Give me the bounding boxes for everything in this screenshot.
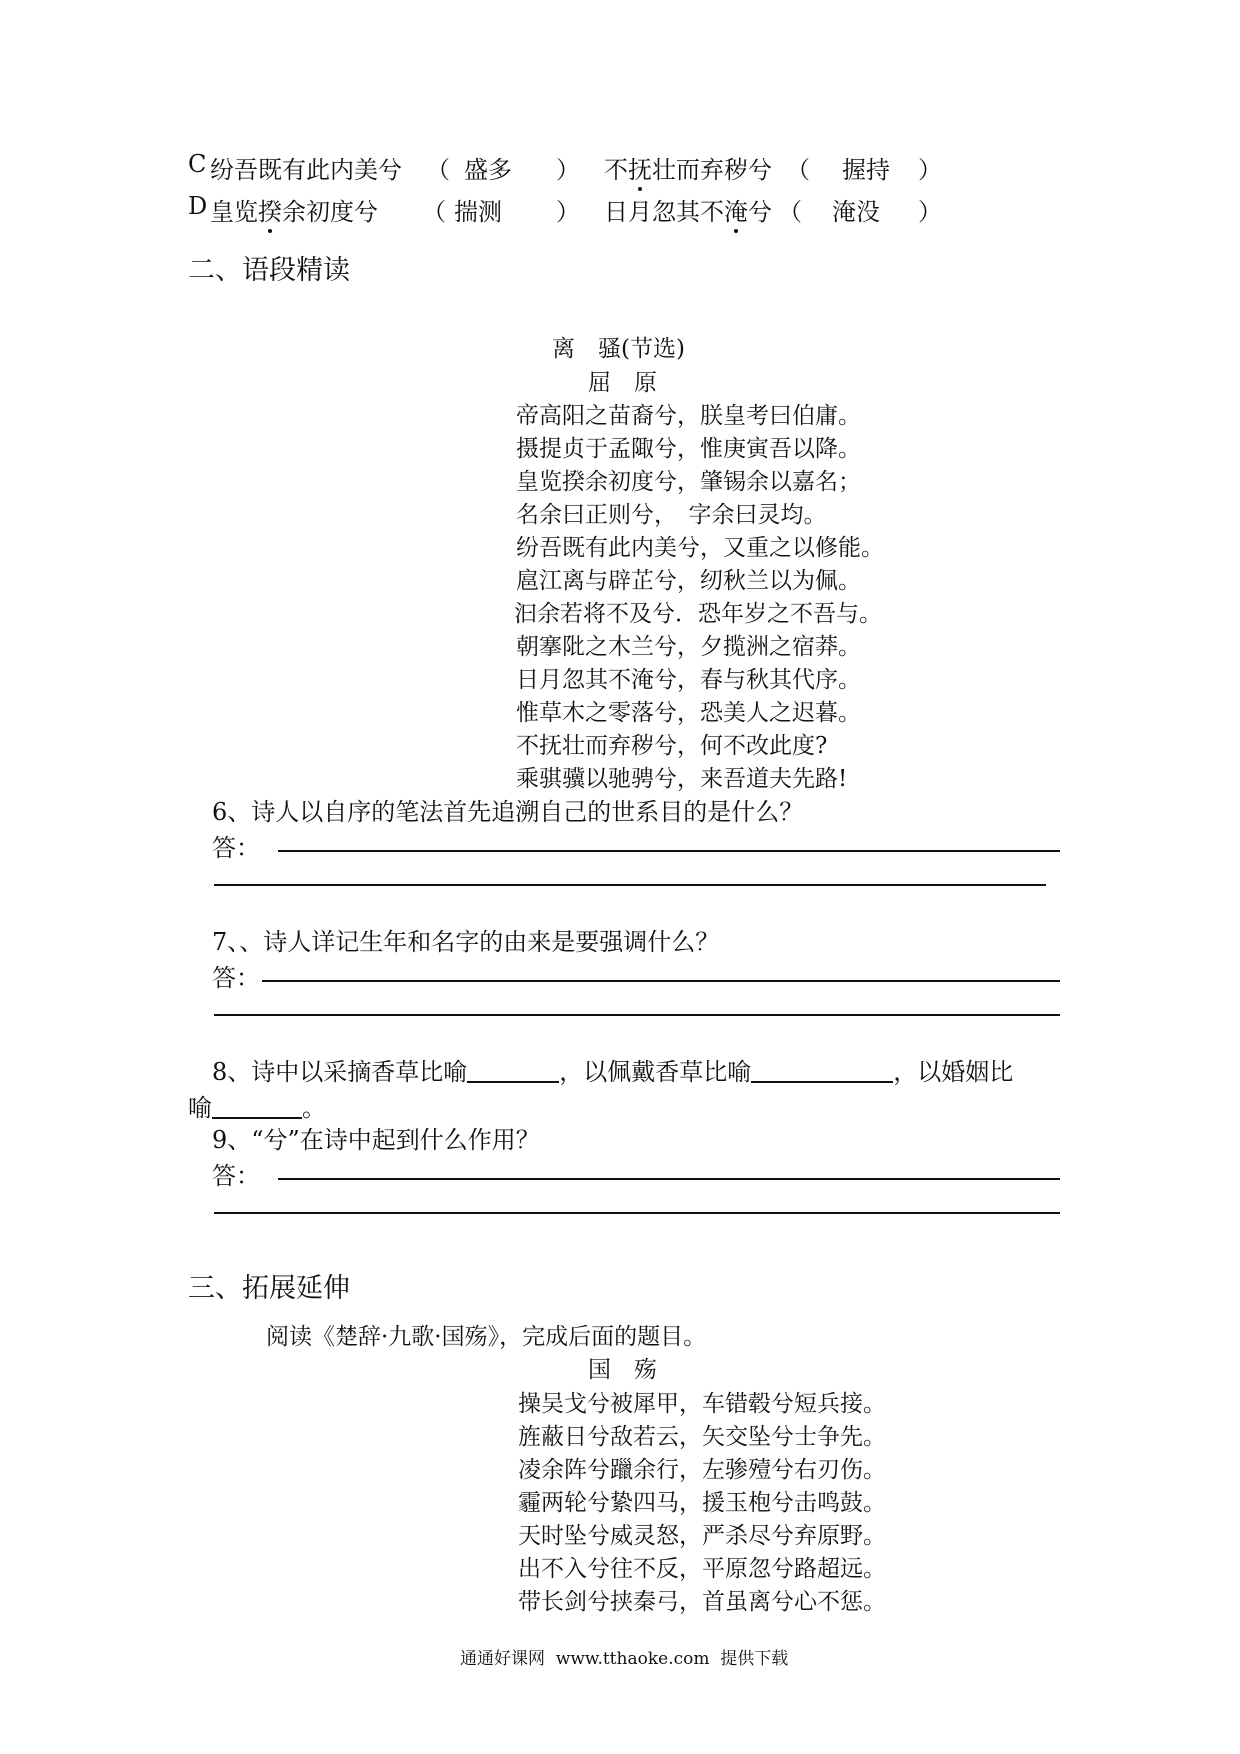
emphasis-dot-char: 抚 <box>628 156 652 184</box>
answer-line[interactable] <box>262 980 1060 982</box>
answer-label: 答： <box>212 1162 260 1190</box>
poem-line: 皇览揆余初度兮，肇锡余以嘉名； <box>516 469 861 495</box>
option-c-answer2: 握持 <box>842 156 890 184</box>
option-c-paren1-close: ） <box>556 156 580 184</box>
poem-line: 扈江离与辟芷兮，纫秋兰以为佩。 <box>516 568 861 594</box>
fill-blank[interactable] <box>751 1081 893 1083</box>
poem-title: 国 殇 <box>588 1357 657 1383</box>
poem-line: 带长剑兮挟秦弓，首虽离兮心不惩。 <box>518 1589 886 1615</box>
option-c-phrase2: 不抚壮而弃秽兮 <box>604 156 772 184</box>
option-c-answer1: 盛多 <box>464 156 512 184</box>
question-9: 9、“兮”在诗中起到什么作用？ <box>212 1126 540 1154</box>
option-d-paren1-open: （ <box>422 198 446 226</box>
fill-blank[interactable] <box>212 1117 302 1119</box>
poem-line: 出不入兮往不反，平原忽兮路超远。 <box>518 1556 886 1582</box>
question-6: 6、诗人以自序的笔法首先追溯自己的世系目的是什么？ <box>212 798 804 826</box>
option-c-letter: C <box>188 150 207 178</box>
poem-line: 纷吾既有此内美兮，又重之以修能。 <box>516 535 884 561</box>
answer-line[interactable] <box>278 1178 1060 1180</box>
footer-site: 通通好课网 <box>460 1649 545 1669</box>
option-d-answer1: 揣测 <box>454 198 502 226</box>
poem-line: 摄提贞于孟陬兮，惟庚寅吾以降。 <box>516 436 861 462</box>
poem-line: 凌余阵兮躐余行，左骖殪兮右刃伤。 <box>518 1457 886 1483</box>
option-c-phrase1: 纷吾既有此内美兮 <box>210 156 402 184</box>
question-7: 7、、诗人详记生年和名字的由来是要强调什么？ <box>212 928 720 956</box>
emphasis-dot-char: 淹 <box>724 198 748 226</box>
poem-line: 乘骐骥以驰骋兮，来吾道夫先路! <box>516 766 848 792</box>
option-c-paren2-open: （ <box>786 156 810 184</box>
poem-line: 朝搴阰之木兰兮，夕揽洲之宿莽。 <box>516 634 861 660</box>
question-8-cont: 喻 。 <box>188 1094 326 1122</box>
footer-url[interactable]: www.tthaoke.com <box>555 1649 710 1669</box>
poem-line: 天时坠兮威灵怒，严杀尽兮弃原野。 <box>518 1523 886 1549</box>
answer-label: 答： <box>212 834 260 862</box>
poem-line: 帝高阳之苗裔兮，朕皇考曰伯庸。 <box>516 403 861 429</box>
footer-suffix: 提供下载 <box>720 1649 789 1669</box>
poem-title: 离 骚(节选) <box>552 336 685 362</box>
poem-line: 不抚壮而弃秽兮，何不改此度? <box>516 733 828 759</box>
poem-line: 旌蔽日兮敌若云，矢交坠兮士争先。 <box>518 1424 886 1450</box>
option-d-letter: D <box>188 192 208 220</box>
option-d-phrase1: 皇览揆余初度兮 <box>210 198 378 226</box>
question-8: 8、诗中以采摘香草比喻 ，以佩戴香草比喻 ，以婚姻比 <box>212 1058 1014 1086</box>
poem-line: 日月忽其不淹兮，春与秋其代序。 <box>516 667 861 693</box>
option-d-paren2-open: （ <box>778 198 802 226</box>
poem-line: 霾两轮兮絷四马，援玉枹兮击鸣鼓。 <box>518 1490 886 1516</box>
poem-line: 操吴戈兮被犀甲，车错毂兮短兵接。 <box>518 1391 886 1417</box>
poem-line: 惟草木之零落兮，恐美人之迟暮。 <box>516 700 861 726</box>
option-d-paren2-close: ） <box>918 198 942 226</box>
poem-author: 屈 原 <box>588 370 657 396</box>
emphasis-dot-char: 揆 <box>258 198 282 226</box>
answer-line[interactable] <box>214 1212 1060 1214</box>
answer-line[interactable] <box>214 884 1046 886</box>
section2-heading: 二、语段精读 <box>188 255 350 286</box>
option-d-phrase2: 日月忽其不淹兮 <box>604 198 772 226</box>
poem-line: 名余曰正则兮， 字余曰灵均。 <box>516 502 827 528</box>
answer-line[interactable] <box>278 850 1060 852</box>
option-d-paren1-close: ） <box>556 198 580 226</box>
section3-intro: 阅读《楚辞·九歌·国殇》，完成后面的题目。 <box>266 1324 707 1350</box>
option-d-answer2: 淹没 <box>832 198 880 226</box>
option-c-paren2-close: ） <box>918 156 942 184</box>
answer-line[interactable] <box>214 1014 1060 1016</box>
fill-blank[interactable] <box>467 1081 559 1083</box>
option-c-paren1-open: （ <box>426 156 450 184</box>
answer-label: 答： <box>212 964 260 992</box>
section3-heading: 三、拓展延伸 <box>188 1273 350 1304</box>
footer <box>460 1644 788 1669</box>
poem-line: 汩余若将不及兮．恐年岁之不吾与。 <box>514 601 882 627</box>
